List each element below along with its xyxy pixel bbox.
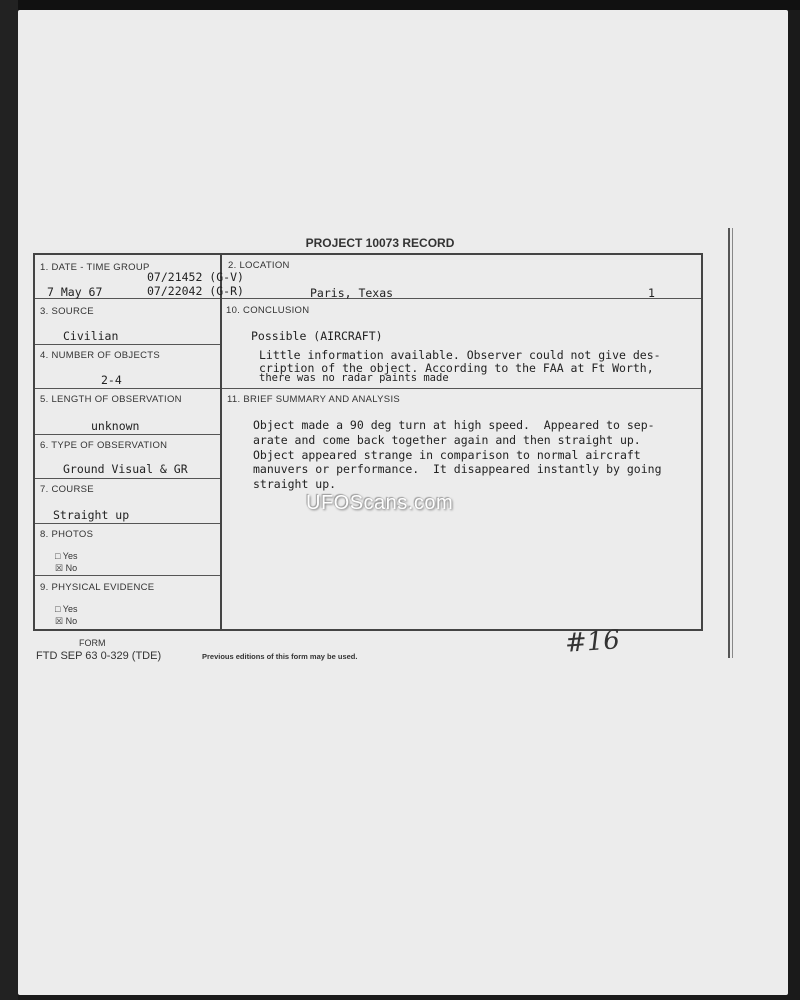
physical-evidence-no-checkbox: ☒ No bbox=[55, 616, 78, 626]
date-value: 7 May 67 bbox=[47, 285, 103, 299]
date-time-label: 1. DATE - TIME GROUP bbox=[40, 262, 150, 273]
form-label: FORM bbox=[79, 638, 106, 648]
course-value: Straight up bbox=[53, 508, 130, 522]
conclusion-note-line1: Little information available. Observer could not give des- bbox=[259, 348, 661, 362]
scan-top-edge bbox=[0, 0, 800, 10]
source-value: Civilian bbox=[63, 329, 119, 343]
divider bbox=[35, 388, 220, 389]
watermark: UFOScans.com bbox=[306, 492, 454, 514]
conclusion-note-line2: cription of the object. According to the FAA at Ft Worth, bbox=[259, 361, 654, 375]
location-label: 2. LOCATION bbox=[228, 260, 290, 271]
divider bbox=[222, 388, 701, 389]
conclusion-label: 10. CONCLUSION bbox=[226, 305, 310, 316]
margin-line bbox=[728, 228, 730, 658]
form-id: FTD SEP 63 0-329 (TDE) bbox=[36, 650, 162, 662]
form-note: Previous editions of this form may be used. bbox=[202, 652, 358, 661]
scan-left-edge bbox=[0, 0, 18, 1000]
photos-no-checkbox: ☒ No bbox=[55, 563, 78, 573]
length-of-observation-value: unknown bbox=[91, 419, 140, 433]
type-of-observation-label: 6. TYPE OF OBSERVATION bbox=[40, 440, 168, 451]
type-of-observation-value: Ground Visual & GR bbox=[63, 462, 188, 476]
divider bbox=[35, 344, 220, 345]
summary-text: Object made a 90 deg turn at high speed. Appeared to sep- arate and come back together again and then straight up. Object appeared strange in comparison to normal aircraft manuvers or performance. It disappeared instantly by going straight up. bbox=[253, 418, 662, 492]
record-form bbox=[33, 253, 703, 631]
photos-label: 8. PHOTOS bbox=[40, 529, 94, 540]
record-title: PROJECT 10073 RECORD bbox=[305, 236, 455, 250]
photos-yes-checkbox: □ Yes bbox=[55, 551, 78, 561]
source-label: 3. SOURCE bbox=[40, 306, 94, 317]
conclusion-note-line3: there was no radar paints made bbox=[259, 372, 449, 384]
course-label: 7. COURSE bbox=[40, 484, 94, 495]
time-gr-value: 07/22042 (G-R) bbox=[147, 284, 244, 298]
divider bbox=[35, 523, 220, 524]
divider bbox=[35, 434, 220, 435]
length-of-observation-label: 5. LENGTH OF OBSERVATION bbox=[40, 394, 182, 405]
handwritten-mark: #16 bbox=[564, 625, 621, 659]
divider bbox=[35, 478, 220, 479]
time-gv-value: 07/21452 (G-V) bbox=[147, 270, 244, 284]
divider bbox=[222, 298, 701, 299]
margin-line-secondary bbox=[732, 228, 733, 658]
conclusion-value: Possible (AIRCRAFT) bbox=[251, 329, 383, 343]
physical-evidence-label: 9. PHYSICAL EVIDENCE bbox=[40, 582, 155, 593]
divider bbox=[35, 575, 220, 576]
number-of-objects-value: 2-4 bbox=[101, 373, 122, 387]
number-of-objects-label: 4. NUMBER OF OBJECTS bbox=[40, 350, 161, 361]
page-number: 1 bbox=[648, 286, 655, 300]
column-divider bbox=[220, 255, 222, 629]
location-value: Paris, Texas bbox=[310, 286, 394, 300]
summary-label: 11. BRIEF SUMMARY AND ANALYSIS bbox=[227, 394, 401, 405]
physical-evidence-yes-checkbox: □ Yes bbox=[55, 604, 78, 614]
